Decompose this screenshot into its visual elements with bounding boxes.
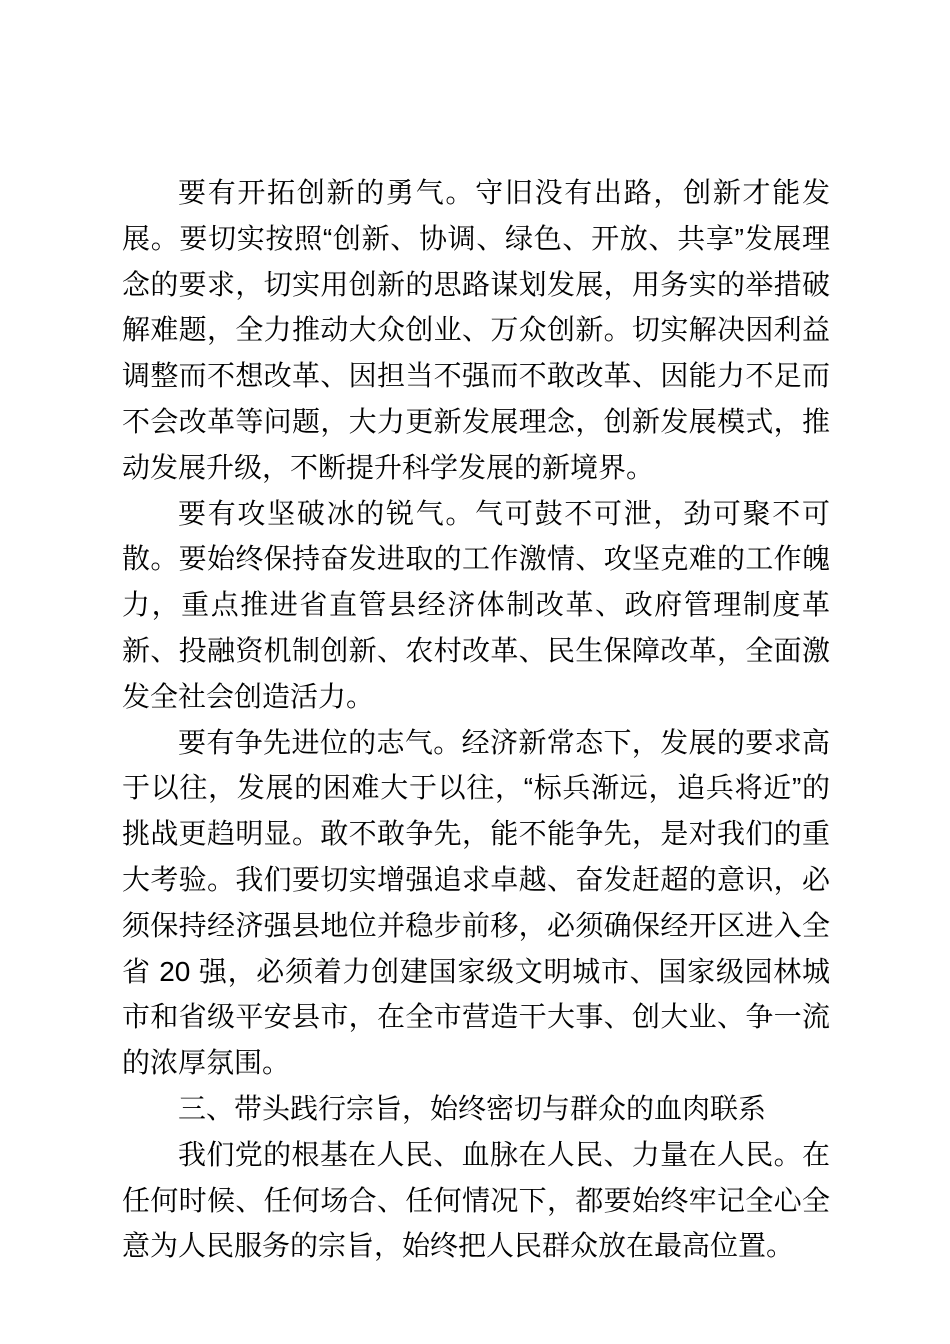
paragraph-serve-the-people: 我们党的根基在人民、血脉在人民、力量在人民。在任何时候、任何场合、任何情况下，都要始终牢记全心全意为人民服务的宗旨，始终把人民群众放在最高位置。 bbox=[122, 1138, 830, 1262]
section-heading-three: 三、带头践行宗旨，始终密切与群众的血肉联系 bbox=[178, 1092, 767, 1124]
paragraph-breakthrough-spirit: 要有攻坚破冰的锐气。气可鼓不可泄，劲可聚不可散。要始终保持奋发进取的工作激情、攻坚克难的工作魄力，重点推进省直管县经济体制改革、政府管理制度革新、投融资机制创新、农村改革、民生保障改革，全面激发全社会创造活力。 bbox=[122, 497, 830, 712]
document-text-block bbox=[122, 170, 830, 1269]
paragraph-striving-ambition: 要有争先进位的志气。经济新常态下，发展的要求高于以往，发展的困难大于以往，“标兵渐远，追兵将近”的挑战更趋明显。敢不敢争先，能不能争先，是对我们的重大考验。我们要切实增强追求卓越、奋发赶超的意识，必须保持经济强县地位并稳步前移，必须确保经开区进入全省 20 强，必须着力创建国家级文明城市、国家级园林城市和省级平安县市，在全市营造干大事、创大业、争一流的浓厚氛围。 bbox=[122, 726, 830, 1079]
paragraph-innovation-courage: 要有开拓创新的勇气。守旧没有出路，创新才能发展。要切实按照“创新、协调、绿色、开放、共享”发展理念的要求，切实用创新的思路谋划发展，用务实的举措破解难题，全力推动大众创业、万众创新。切实解决因利益调整而不想改革、因担当不强而不敢改革、因能力不足而不会改革等问题，大力更新发展理念，创新发展模式，推动发展升级，不断提升科学发展的新境界。 bbox=[122, 177, 830, 483]
